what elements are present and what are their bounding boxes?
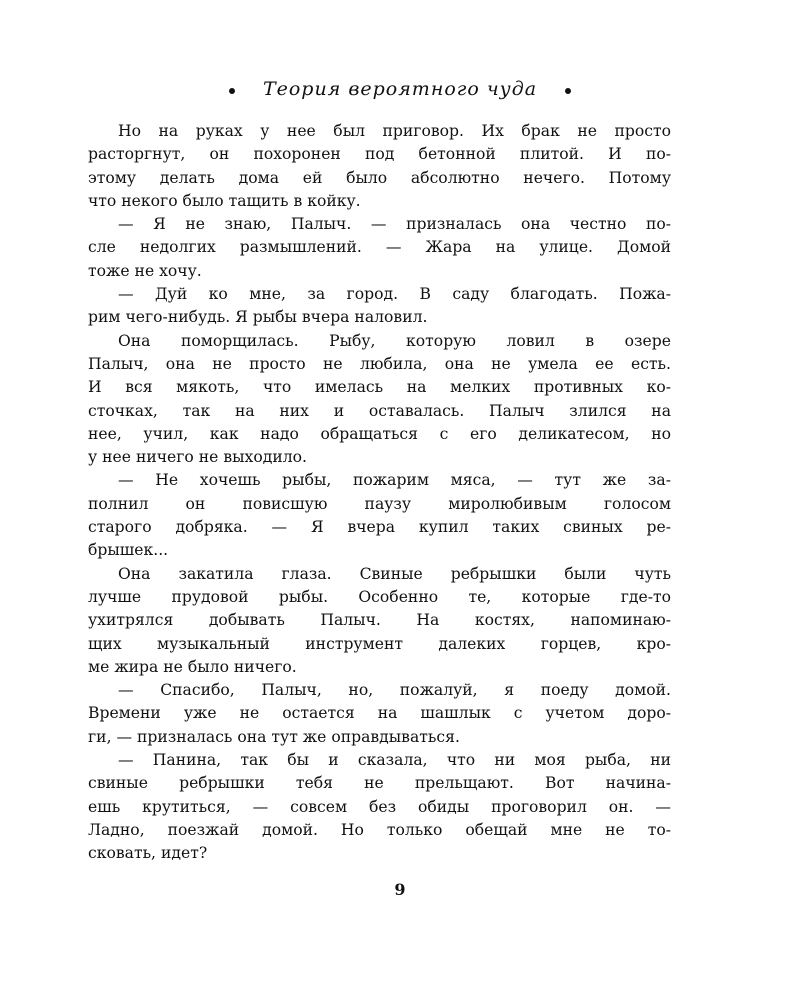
text-line: щих музыкальный инструмент далеких горцев, кро- [88, 634, 671, 653]
text-line: сле недолгих размышлений. — Жара на улице. Домой [88, 238, 671, 257]
text-line: ме жира не было ничего. [88, 657, 297, 676]
bullet-right-icon [565, 88, 571, 94]
text-line: полнил он повисшую паузу миролюбивым голосом [88, 494, 671, 513]
running-head [0, 74, 800, 104]
text-line: свиные ребрышки тебя не прельщают. Вот начина- [88, 774, 671, 793]
text-line: ешь крутиться, — совсем без обиды проговорил он. — [88, 797, 671, 816]
text-line: — Панина, так бы и сказала, что ни моя рыба, ни [118, 751, 671, 770]
body-text [88, 120, 671, 866]
text-line: ги, — призналась она тут же оправдываться. [88, 727, 460, 746]
text-line: тоже не хочу. [88, 261, 202, 280]
text-line: расторгнут, он похоронен под бетонной плитой. И по- [88, 145, 671, 164]
text-line: сточках, так на них и оставалась. Палыч злился на [88, 401, 671, 420]
text-line: сковать, идет? [88, 844, 208, 863]
text-line: — Дуй ко мне, за город. В саду благодать. Пожа- [118, 285, 671, 304]
text-line: рим чего-нибудь. Я рыбы вчера наловил. [88, 308, 428, 327]
text-line: — Не хочешь рыбы, пожарим мяса, — тут же за- [118, 471, 671, 490]
text-line: старого добряка. — Я вчера купил таких свиных ре- [88, 518, 671, 537]
text-line: Времени уже не остается на шашлык с учетом доро- [88, 704, 671, 723]
text-line: Но на руках у нее был приговор. Их брак не просто [118, 122, 671, 140]
text-line: ухитрялся добывать Палыч. На костях, напоминаю- [88, 611, 671, 630]
text-line: этому делать дома ей было абсолютно нечего. Потому [88, 168, 671, 187]
text-line: лучше прудовой рыбы. Особенно те, которые где-то [88, 587, 671, 606]
text-line: Ладно, поезжай домой. Но только обещай мне не то- [88, 820, 671, 839]
text-line: — Я не знаю, Палыч. — призналась она честно по- [118, 215, 671, 234]
text-line: брышек... [88, 541, 169, 560]
text-line: Она закатила глаза. Свиные ребрышки были чуть [118, 564, 671, 583]
text-line: что некого было тащить в койку. [88, 191, 361, 210]
page-number: 9 [394, 880, 406, 899]
text-line: Палыч, она не просто не любила, она не умела ее есть. [88, 354, 671, 373]
text-line: — Спасибо, Палыч, но, пожалуй, я поеду домой. [118, 681, 671, 700]
text-line: Она поморщилась. Рыбу, которую ловил в озере [118, 331, 671, 350]
text-line: И вся мякоть, что имелась на мелких противных ко- [88, 378, 671, 397]
bullet-left-icon [229, 88, 235, 94]
text-line: у нее ничего не выходило. [88, 448, 307, 467]
running-title: Теория вероятного чуда [262, 78, 538, 100]
text-line: нее, учил, как надо обращаться с его деликатесом, но [88, 424, 671, 443]
